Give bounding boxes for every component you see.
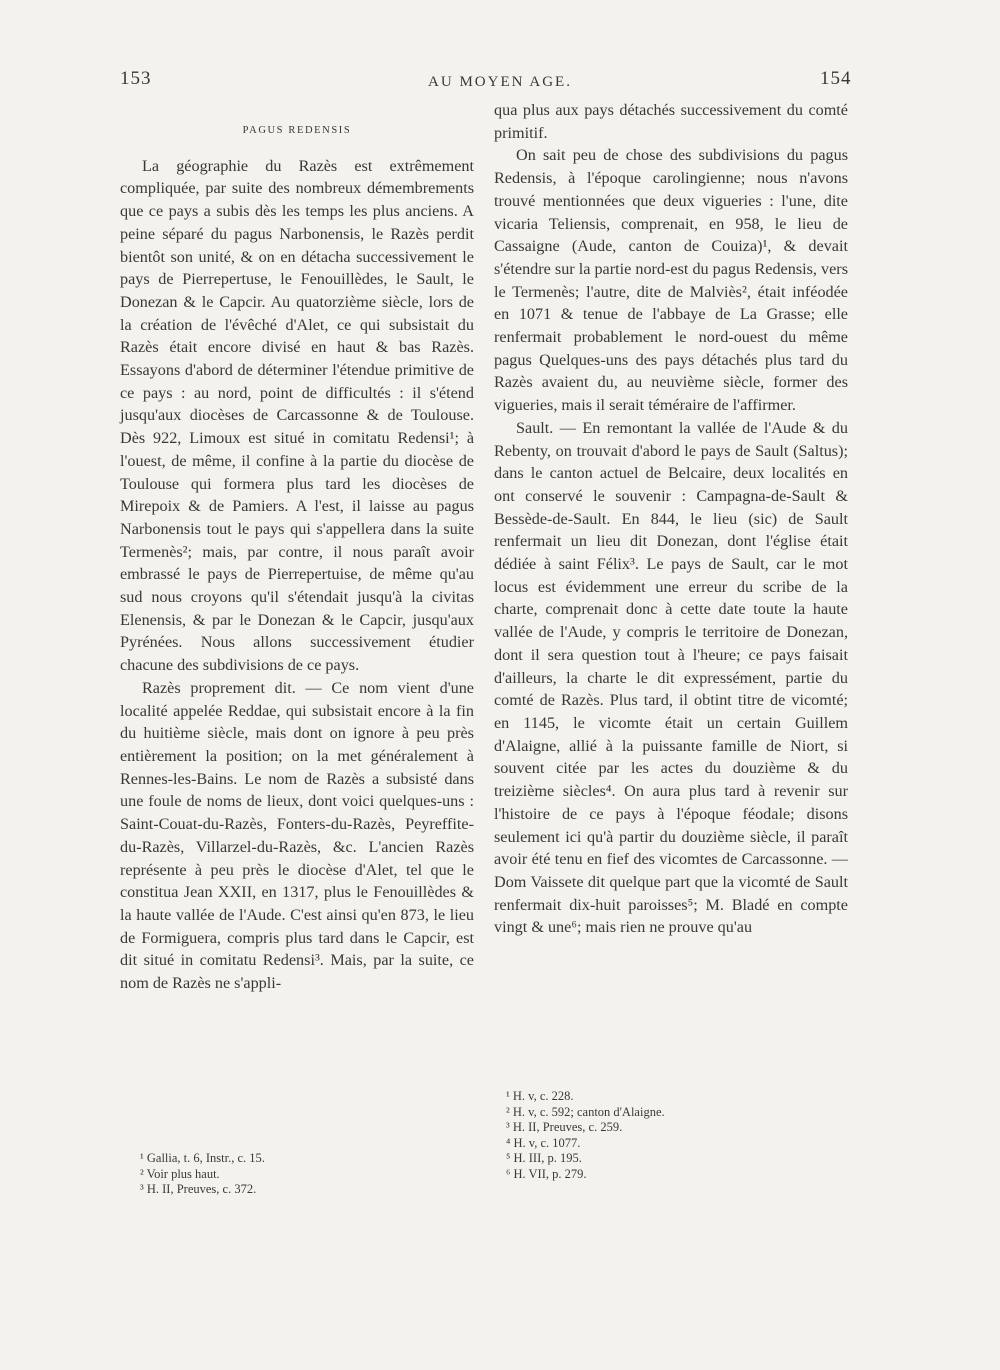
footnote: ² Voir plus haut. [140,1166,220,1181]
paragraph: La géographie du Razès est extrêmement compliquée, par suite des nombreux démembrements que ce pays a subis dès les temps les plus anciens. A peine séparé du pagus Narbonensis, le Razès perdit bientôt son unité, & on en détacha successivement le pays de Pierrepertuse, le Fenouillèdes, le Sault, le Donezan & le Capcir. Au quatorzième siècle, lors de la création de l'évêché d'Alet, ce qui subsistait du Razès était encore divisé en haut & bas Razès. Essayons d'abord de déterminer l'étendue primitive de ce pays : au nord, point de difficultés : il s'étend jusqu'aux diocèses de Carcassonne & de Toulouse. Dès 922, Limoux est situé in comitatu Redensi¹; à l'ouest, de même, il confine à la partie du diocèse de Toulouse qui formera plus tard les diocèses de Mirepoix & de Pamiers. A l'est, il laisse au pagus Narbonensis tout le pays qui s'appellera dans la suite Termenès²; mais, par contre, il nous paraît avoir embrassé le pays de Pierrepertuise, de même qu'au sud nous croyons qu'il s'étendait jusqu'à la civitas Elenensis, & par le Donezan & le Capcir, jusqu'aux Pyrénées. Nous allons successivement étudier chacune des subdivisions de ce pays. [120,156,474,675]
paragraph: qua plus aux pays détachés successivement du comté primitif. [494,101,848,142]
paragraph: Razès proprement dit. — Ce nom vient d'une localité appelée Reddae, qui subsistait encore à la fin du huitième siècle, mais dont on ignore à peu près entièrement la position; on la met généralement à Rennes-les-Bains. Le nom de Razès a subsisté dans une foule de noms de lieux, dont voici quelques-uns : Saint-Couat-du-Razès, Fonters-du-Razès, Peyreffite-du-Razès, Villarzel-du-Razès, &c. L'ancien Razès représente à peu près le diocèse d'Alet, tel que le constitua Jean XXII, en 1317, plus le Fenouillèdes & la haute vallée de l'Aude. C'est ainsi qu'en 873, le lieu de Formiguera, compris plus tard dans le Capcir, est dit situé in comitatu Redensi³. Mais, par la suite, ce nom de Razès ne s'appli- [120,678,474,993]
paragraph: Sault. — En remontant la vallée de l'Aude & du Rebenty, on trouvait d'abord le pays de Sault (Saltus); dans le canton actuel de Belcaire, deux localités en ont conservé le souvenir : Campagna-de-Sault & Bessède-de-Sault. En 844, le lieu (sic) de Sault renfermait un lieu dit Donezan, dont l'église était dédiée à saint Félix³. Le pays de Sault, car le mot locus est évidemment une erreur du scribe de la charte, comprenait donc à cette date toute la haute vallée de l'Aude, y compris le territoire de Donezan, dont il sera question tout à l'heure; ce pays faisait d'ailleurs, la charte le dit expressément, partie du comté de Razès. Plus tard, il obtint titre de vicomté; en 1145, le vicomte était un certain Guillem d'Alaigne, allié à la puissante famille de Niort, si souvent citée par les actes du douzième & du treizième siècles⁴. On aura plus tard à revenir sur l'histoire de ce pays à l'époque féodale; disons seulement ici qu'à partir du douzième siècle, il paraît avoir été tenu en fief des vicomtes de Carcassonne. — Dom Vaissete dit quelque part que la vicomté de Sault renfermait dix-huit paroisses⁵; M. Bladé en compte vingt & une⁶; mais rien ne prouve qu'au [494,418,848,937]
right-page-number: 154 [820,68,852,89]
footnote: ² H. v, c. 592; canton d'Alaigne. [506,1104,665,1119]
footnote: ⁴ H. v, c. 1077. [506,1135,581,1150]
footnote: ³ H. II, Preuves, c. 372. [140,1182,257,1196]
footnote: ⁶ H. VII, p. 279. [506,1166,587,1181]
section-heading: PAGUS REDENSIS [242,125,352,136]
paragraph: On sait peu de chose des subdivisions du pagus Redensis, à l'époque carolingienne; nous n'avons trouvé mentionnées que deux vigueries : l'une, dite vicaria Teliensis, comprenait, en 958, le lieu de Cassaigne (Aude, canton de Couiza)¹, & devait s'étendre sur la partie nord-est du pagus Redensis, vers le Termenès; l'autre, dite de Malviès², était inféodée en 1071 & tenue de l'abbaye de La Grasse; elle renfermait probablement le nord-ouest du même pagus Quelques-uns des pays détachés plus tard du Razès avaient du, au neuvième siècle, former des vigueries, mais il serait téméraire de l'affirmer. [494,146,848,415]
left-footnotes [140,1151,480,1198]
footnote: ¹ Gallia, t. 6, Instr., c. 15. [140,1151,265,1165]
right-text-column [494,99,848,939]
right-footnotes [506,1089,846,1182]
footnote: ¹ H. v, c. 228. [506,1089,574,1103]
footnote: ³ H. II, Preuves, c. 259. [506,1120,623,1134]
left-page-number: 153 [120,68,152,89]
left-text-column [120,120,474,995]
footnote: ⁵ H. III, p. 195. [506,1151,582,1165]
running-title: AU MOYEN AGE. [428,74,572,90]
